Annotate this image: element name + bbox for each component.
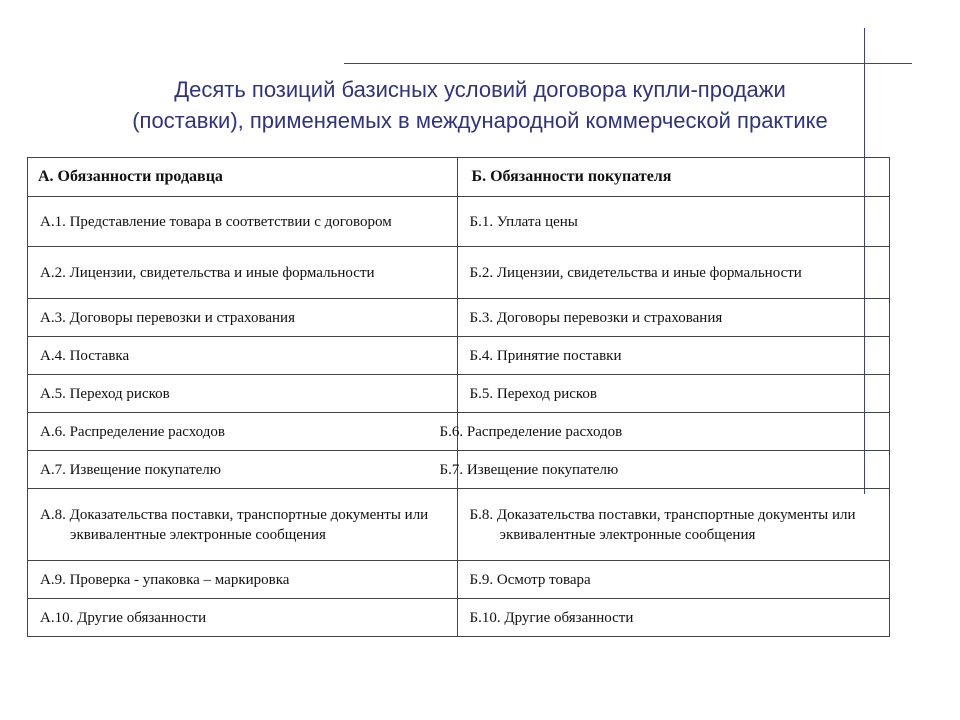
slide-title-line-1: Десять позиций базисных условий договора купли-продажи bbox=[174, 77, 786, 102]
header-buyer-obligations: Б. Обязанности покупателя bbox=[457, 158, 890, 197]
buyer-cell bbox=[457, 561, 890, 599]
buyer-cell bbox=[457, 375, 890, 413]
seller-cell bbox=[28, 451, 458, 489]
seller-item-5: А.5. Переход рисков bbox=[40, 385, 170, 402]
table-header-row bbox=[28, 158, 890, 197]
buyer-cell bbox=[439, 413, 890, 451]
seller-item-10: А.10. Другие обязанности bbox=[40, 609, 207, 626]
header-seller-obligations: А. Обязанности продавца bbox=[28, 158, 458, 197]
buyer-item-5: Б.5. Переход рисков bbox=[469, 385, 597, 402]
obligations-table bbox=[27, 157, 890, 637]
seller-cell bbox=[28, 247, 458, 299]
seller-item-8: А.8. Доказательства поставки, транспортные документы или эквивалентные электронные сообщения bbox=[40, 506, 429, 543]
table-row bbox=[28, 337, 890, 375]
table-row bbox=[28, 599, 890, 637]
seller-cell bbox=[28, 299, 458, 337]
seller-item-9: А.9. Проверка - упаковка – маркировка bbox=[40, 571, 290, 588]
buyer-cell bbox=[457, 299, 890, 337]
buyer-item-7: Б.7. Извещение покупателю bbox=[439, 461, 619, 478]
table-row bbox=[28, 299, 890, 337]
buyer-cell bbox=[439, 451, 890, 489]
seller-item-1: А.1. Представление товара в соответствии с договором bbox=[40, 213, 392, 230]
slide-title-line-2: (поставки), применяемых в международной коммерческой практике bbox=[132, 108, 828, 133]
table-row bbox=[28, 375, 890, 413]
slide-title bbox=[40, 74, 920, 136]
table-row bbox=[28, 197, 890, 247]
table-row bbox=[28, 561, 890, 599]
seller-cell bbox=[28, 375, 458, 413]
buyer-cell bbox=[457, 489, 890, 561]
table-row bbox=[28, 413, 890, 451]
buyer-item-10: Б.10. Другие обязанности bbox=[469, 609, 634, 626]
buyer-cell bbox=[457, 337, 890, 375]
seller-cell bbox=[28, 413, 458, 451]
table-row bbox=[28, 489, 890, 561]
buyer-item-4: Б.4. Принятие поставки bbox=[469, 347, 622, 364]
buyer-item-2: Б.2. Лицензии, свидетельства и иные формальности bbox=[469, 264, 802, 281]
seller-item-4: А.4. Поставка bbox=[40, 347, 130, 364]
seller-cell bbox=[28, 561, 458, 599]
buyer-item-1: Б.1. Уплата цены bbox=[469, 213, 578, 230]
seller-cell bbox=[28, 489, 458, 561]
buyer-cell bbox=[457, 599, 890, 637]
table-row bbox=[28, 451, 890, 489]
buyer-cell bbox=[457, 197, 890, 247]
seller-item-7: А.7. Извещение покупателю bbox=[40, 461, 221, 478]
table-row bbox=[28, 247, 890, 299]
seller-item-3: А.3. Договоры перевозки и страхования bbox=[40, 309, 295, 326]
seller-cell bbox=[28, 337, 458, 375]
buyer-item-6: Б.6. Распределение расходов bbox=[439, 423, 623, 440]
seller-item-6: А.6. Распределение расходов bbox=[40, 423, 225, 440]
seller-cell bbox=[28, 197, 458, 247]
buyer-cell bbox=[457, 247, 890, 299]
buyer-item-3: Б.3. Договоры перевозки и страхования bbox=[469, 309, 723, 326]
decorative-horizontal-line bbox=[344, 63, 912, 64]
buyer-item-9: Б.9. Осмотр товара bbox=[469, 571, 591, 588]
seller-item-2: А.2. Лицензии, свидетельства и иные формальности bbox=[40, 264, 375, 281]
buyer-item-8: Б.8. Доказательства поставки, транспортные документы или эквивалентные электронные сообщения bbox=[469, 506, 856, 543]
seller-cell bbox=[28, 599, 458, 637]
